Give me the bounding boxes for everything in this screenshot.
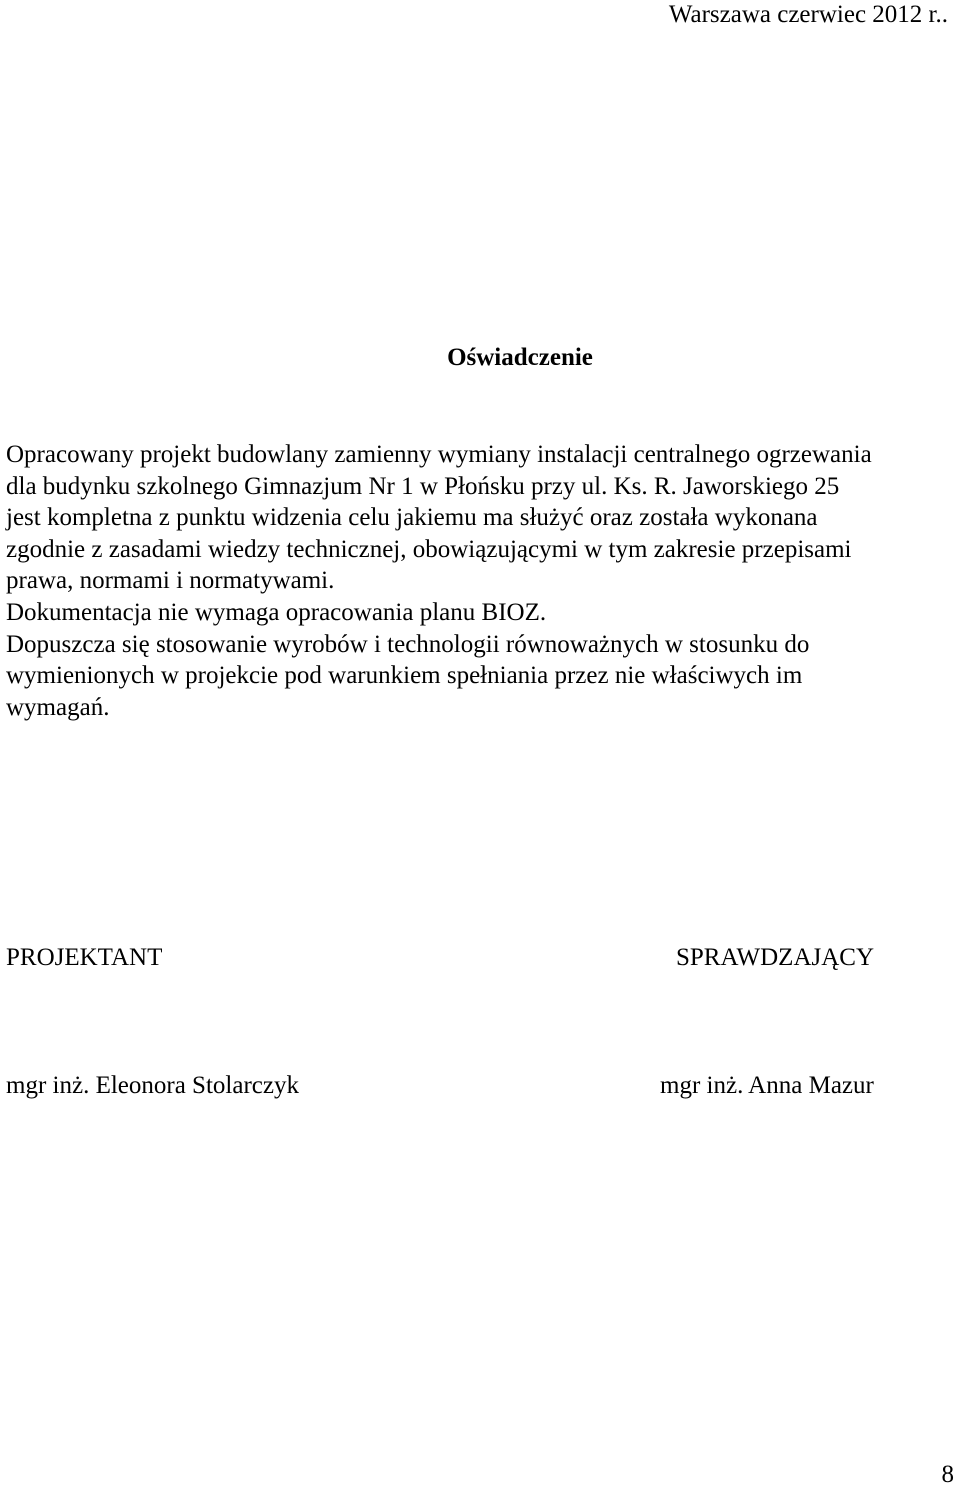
checker-role-label: SPRAWDZAJĄCY bbox=[676, 944, 875, 971]
page-number: 8 bbox=[941, 1461, 954, 1488]
statement-line: jest kompletna z punktu widzenia celu jakiemu ma służyć oraz została wykonana bbox=[6, 504, 818, 532]
designer-role-label: PROJEKTANT bbox=[6, 944, 163, 971]
statement-line: Dokumentacja nie wymaga opracowania planu BIOZ. bbox=[6, 598, 547, 626]
document-title: Oświadczenie bbox=[447, 344, 593, 371]
checker-name: mgr inż. Anna Mazur bbox=[660, 1072, 874, 1099]
designer-name: mgr inż. Eleonora Stolarczyk bbox=[6, 1072, 299, 1099]
statement-body bbox=[6, 439, 958, 723]
statement-line: Dopuszcza się stosowanie wyrobów i technologii równoważnych w stosunku do bbox=[6, 630, 810, 658]
statement-line: prawa, normami i normatywami. bbox=[6, 567, 335, 595]
statement-line: wymagań. bbox=[6, 693, 110, 721]
statement-line: zgodnie z zasadami wiedzy technicznej, obowiązującymi w tym zakresie przepisami bbox=[6, 535, 852, 563]
statement-line: Opracowany projekt budowlany zamienny wymiany instalacji centralnego ogrzewania bbox=[6, 441, 872, 468]
statement-line: wymienionych w projekcie pod warunkiem spełniania przez nie właściwych im bbox=[6, 662, 803, 690]
statement-line: dla budynku szkolnego Gimnazjum Nr 1 w Płońsku przy ul. Ks. R. Jaworskiego 25 bbox=[6, 472, 840, 500]
place-date: Warszawa czerwiec 2012 r.. bbox=[668, 1, 948, 28]
